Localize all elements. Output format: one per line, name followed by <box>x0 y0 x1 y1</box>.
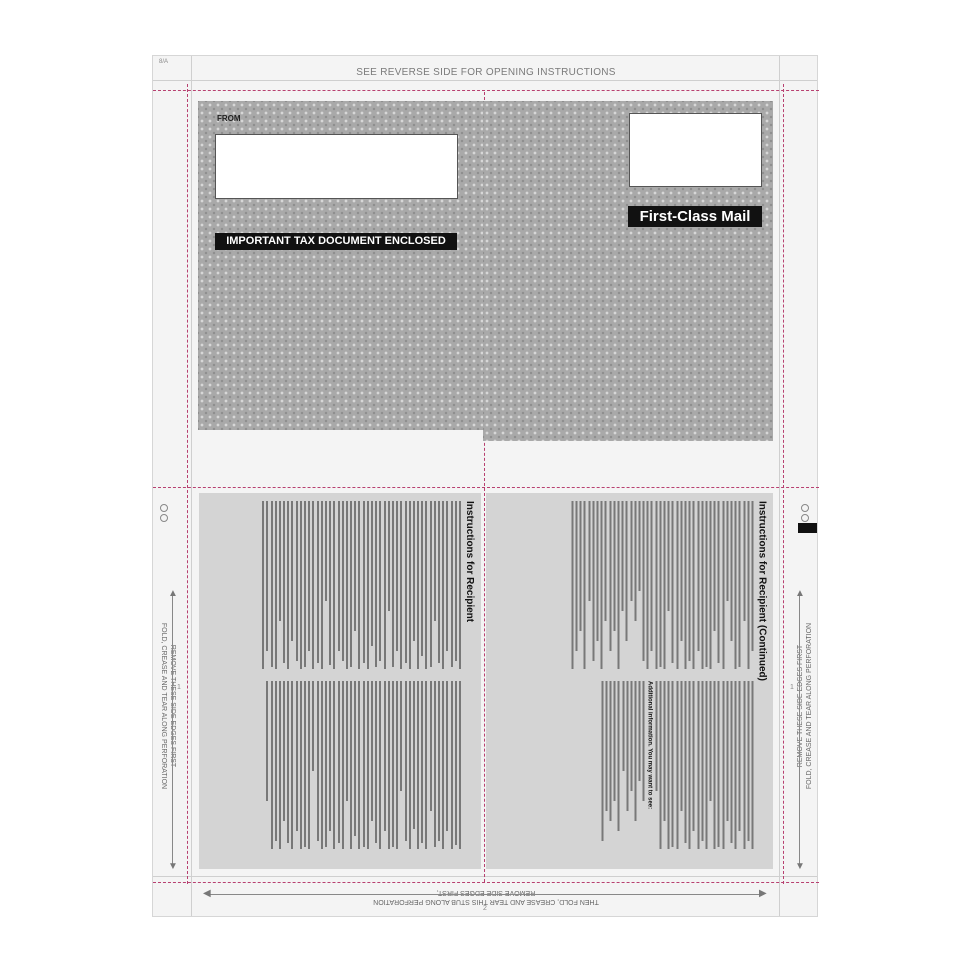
bottom-stub-arrow-line <box>209 894 763 895</box>
right-edge-guide <box>779 56 780 916</box>
left-stub-arrow-line <box>172 596 173 866</box>
left-stub-line-1: REMOVE THESE SIDE EDGES FIRST <box>169 644 176 768</box>
additional-information-heading: Additional information. You may want to see: <box>646 681 653 810</box>
alignment-mark <box>798 523 817 533</box>
top-perforation <box>153 90 819 91</box>
instructions-right-panel <box>486 493 773 869</box>
reverse-side-note: SEE REVERSE SIDE FOR OPENING INSTRUCTIONS <box>356 67 616 78</box>
bottom-stub-line-2: REMOVE SIDE EDGES FIRST, <box>436 889 536 896</box>
postage-window <box>629 113 762 187</box>
arrow-up-icon: ▲ <box>168 588 178 599</box>
instructions-title: Instructions for Recipient <box>464 501 475 623</box>
instructions-right-column-2 <box>598 681 753 853</box>
arrow-right-icon: ▶ <box>759 888 767 899</box>
right-stub-arrow-line <box>799 596 800 866</box>
arrow-down-icon: ▼ <box>795 861 805 872</box>
instructions-left-panel <box>199 493 481 869</box>
tax-form-sheet <box>152 55 818 917</box>
first-class-mail-label: First-Class Mail <box>628 206 762 227</box>
instructions-continued-title: Instructions for Recipient (Continued) <box>756 501 767 681</box>
bottom-edge-guide <box>153 876 817 877</box>
right-perforation <box>783 84 784 884</box>
left-stub-line-2: FOLD, CREASE AND TEAR ALONG PERFORATION <box>160 622 167 790</box>
right-stub-mark <box>801 514 809 522</box>
instructions-right-column-1 <box>569 501 753 671</box>
return-address-window <box>215 134 458 199</box>
bottom-perforation <box>153 882 819 883</box>
form-code: 8/A <box>159 59 169 65</box>
arrow-down-icon: ▼ <box>168 861 178 872</box>
left-stub-mark <box>160 514 168 522</box>
left-stub-mark <box>160 504 168 512</box>
important-tax-document-banner: IMPORTANT TAX DOCUMENT ENCLOSED <box>215 233 457 250</box>
middle-perforation <box>153 487 819 488</box>
arrow-up-icon: ▲ <box>795 588 805 599</box>
right-stub-mark <box>801 504 809 512</box>
left-stub-instructions <box>157 581 177 831</box>
from-label: FROM <box>217 114 241 123</box>
instructions-left-column-2 <box>264 681 461 851</box>
arrow-left-icon: ◀ <box>203 888 211 899</box>
left-perforation <box>187 84 188 884</box>
left-stub-number: 1 <box>177 684 181 691</box>
bottom-stub-instructions <box>286 886 686 906</box>
right-stub-number: 1 <box>790 684 794 691</box>
right-stub-line-2: FOLD, CREASE AND TEAR ALONG PERFORATION <box>806 622 813 790</box>
instructions-left-column-1 <box>260 501 461 671</box>
bottom-stub-number: 2 <box>483 905 487 912</box>
bottom-stub-line-1: THEN FOLD, CREASE AND TEAR THIS STUB ALONG PERFORATION <box>373 898 599 905</box>
top-edge-guide <box>153 80 817 81</box>
left-edge-guide <box>191 56 192 916</box>
right-stub-line-1: REMOVE THESE SIDE EDGES FIRST <box>797 644 804 768</box>
